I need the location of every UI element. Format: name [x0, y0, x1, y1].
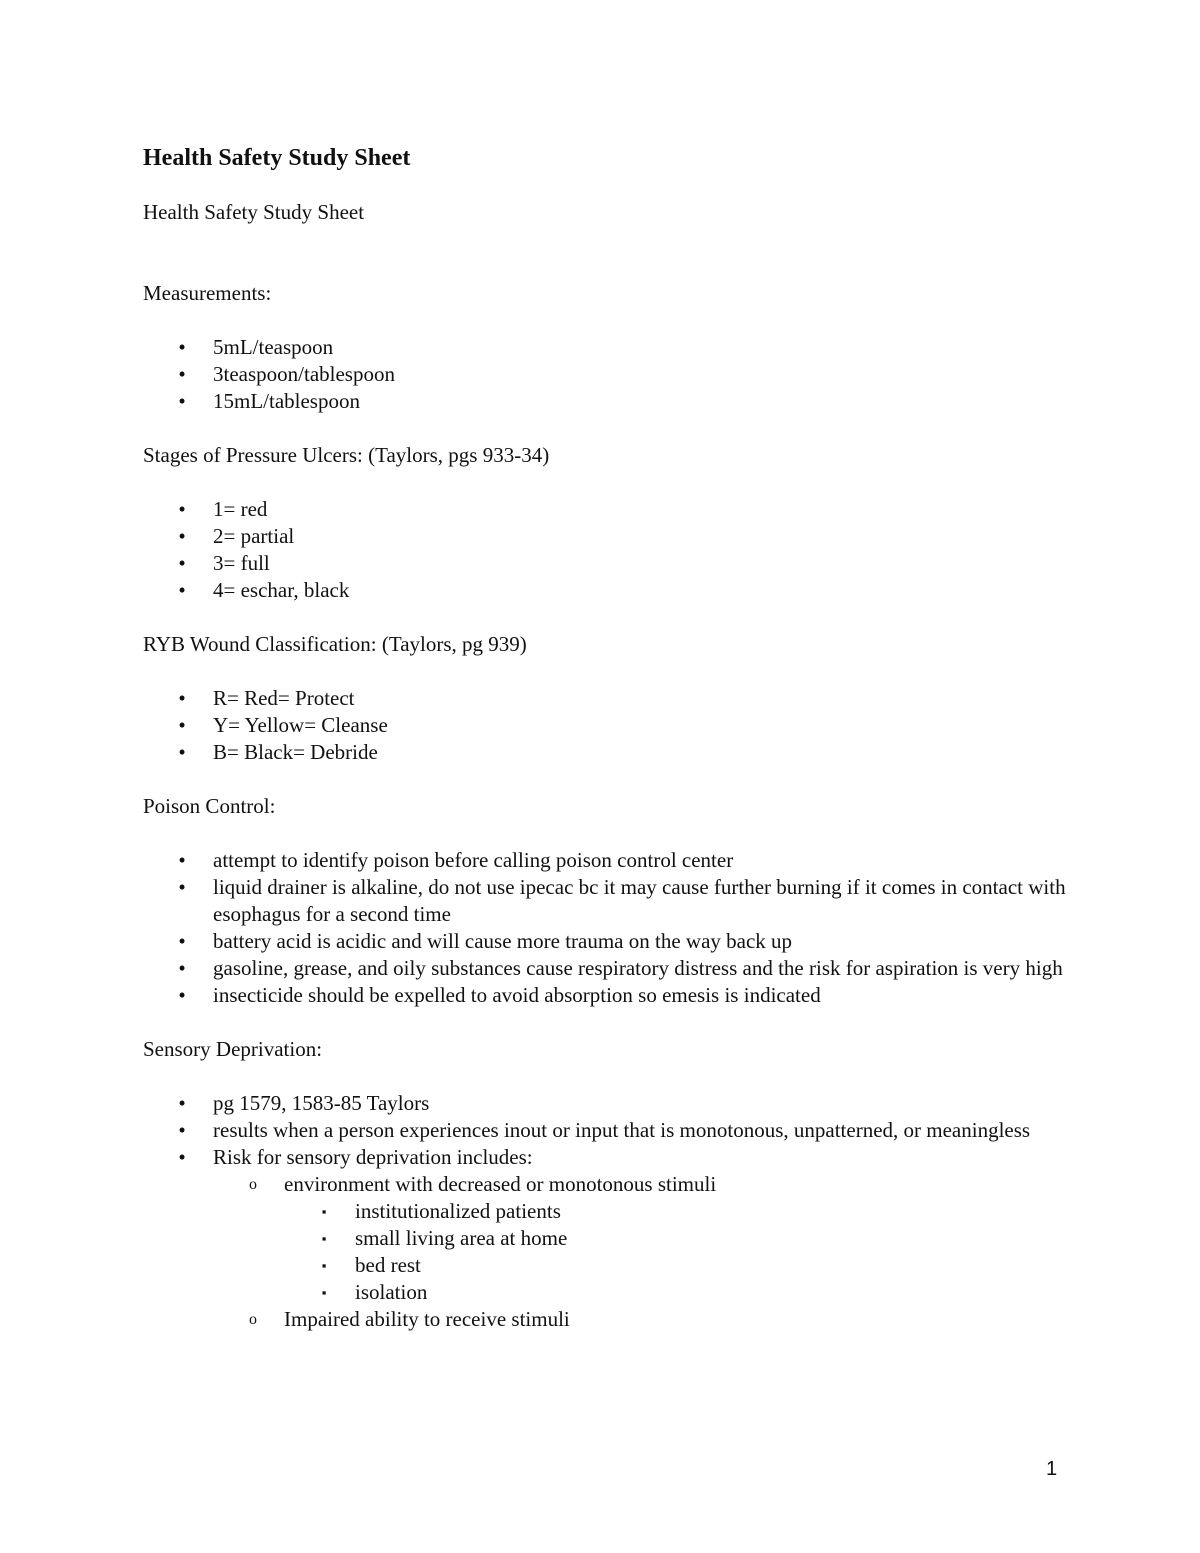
environment-sublist [284, 1198, 1073, 1306]
list-item: • battery acid is acidic and will cause more trauma on the way back up [143, 928, 1073, 955]
list-item: • R= Red= Protect [143, 685, 1073, 712]
document-title: Health Safety Study Sheet [143, 145, 411, 171]
list-item: • gasoline, grease, and oily substances cause respiratory distress and the risk for aspiration is very high [143, 955, 1073, 982]
square-bullet-icon: ▪ [321, 1258, 327, 1273]
section-heading-measurements: Measurements: [143, 281, 272, 305]
list-item: ▪ institutionalized patients [143, 1198, 1073, 1225]
circle-bullet-icon: o [249, 1176, 257, 1193]
poison-control-list [143, 847, 1073, 1009]
list-item: • 1= red [143, 496, 1073, 523]
list-item: • insecticide should be expelled to avoid absorption so emesis is indicated [143, 982, 1073, 1009]
square-bullet-icon: ▪ [321, 1285, 327, 1300]
list-item: • 5mL/teaspoon [143, 334, 1073, 361]
list-item: • 3= full [143, 550, 1073, 577]
list-item: • Y= Yellow= Cleanse [143, 712, 1073, 739]
square-bullet-icon: ▪ [321, 1204, 327, 1219]
list-item: • 4= eschar, black [143, 577, 1073, 604]
page-number: 1 [1046, 1458, 1058, 1480]
bullet-icon: • [178, 1145, 186, 1169]
list-item: o environment with decreased or monotonous stimuli ▪ institutionalized patients ▪ small living area at home ▪ bed rest ▪ isolation [143, 1171, 1073, 1306]
measurements-list [143, 334, 1073, 415]
bullet-icon: • [178, 983, 186, 1007]
pressure-ulcer-stages-list [143, 496, 1073, 604]
sensory-risk-sublist [213, 1171, 1073, 1333]
circle-bullet-icon: o [249, 1311, 257, 1328]
list-item: • B= Black= Debride [143, 739, 1073, 766]
square-bullet-icon: ▪ [321, 1231, 327, 1246]
list-item: • pg 1579, 1583-85 Taylors [143, 1090, 1073, 1117]
bullet-icon: • [178, 389, 186, 413]
document-body [143, 199, 1073, 1360]
section-heading-sensory-deprivation: Sensory Deprivation: [143, 1037, 323, 1061]
bullet-icon: • [178, 713, 186, 737]
bullet-icon: • [178, 578, 186, 602]
section-heading-pressure-ulcers: Stages of Pressure Ulcers: (Taylors, pgs 933-34) [143, 443, 550, 467]
bullet-icon: • [178, 497, 186, 521]
list-item: • 3teaspoon/tablespoon [143, 361, 1073, 388]
bullet-icon: • [178, 686, 186, 710]
bullet-icon: • [178, 740, 186, 764]
ryb-wound-list [143, 685, 1073, 766]
bullet-icon: • [178, 1091, 186, 1115]
section-heading-ryb-wound: RYB Wound Classification: (Taylors, pg 939) [143, 632, 527, 656]
bullet-icon: • [178, 551, 186, 575]
list-item: • attempt to identify poison before calling poison control center [143, 847, 1073, 874]
bullet-icon: • [178, 524, 186, 548]
list-item: ▪ small living area at home [143, 1225, 1073, 1252]
list-item: ▪ isolation [143, 1279, 1073, 1306]
bullet-icon: • [178, 1118, 186, 1142]
bullet-icon: • [178, 875, 186, 899]
list-item: o Impaired ability to receive stimuli [249, 1307, 570, 1331]
bullet-icon: • [178, 956, 186, 980]
list-item: ▪ bed rest [143, 1252, 1073, 1279]
list-item: • results when a person experiences inout or input that is monotonous, unpatterned, or meaningless [143, 1117, 1073, 1144]
bullet-icon: • [178, 335, 186, 359]
bullet-icon: • [178, 362, 186, 386]
document-subtitle: Health Safety Study Sheet [143, 200, 365, 224]
bullet-icon: • [178, 929, 186, 953]
list-item: • Risk for sensory deprivation includes: o environment with decreased or monotonous stimuli ▪ institutionalized patients ▪ small living area at home ▪ bed rest ▪ isolation o Impaired ability to receive stimuli [143, 1144, 1073, 1333]
bullet-icon: • [178, 848, 186, 872]
list-item: • 15mL/tablespoon [143, 388, 1073, 415]
section-heading-poison-control: Poison Control: [143, 794, 276, 818]
list-item: • 2= partial [143, 523, 1073, 550]
list-item: • liquid drainer is alkaline, do not use ipecac bc it may cause further burning if it comes in contact with esophagus for a second time [143, 874, 1073, 928]
sensory-deprivation-list [143, 1090, 1073, 1333]
